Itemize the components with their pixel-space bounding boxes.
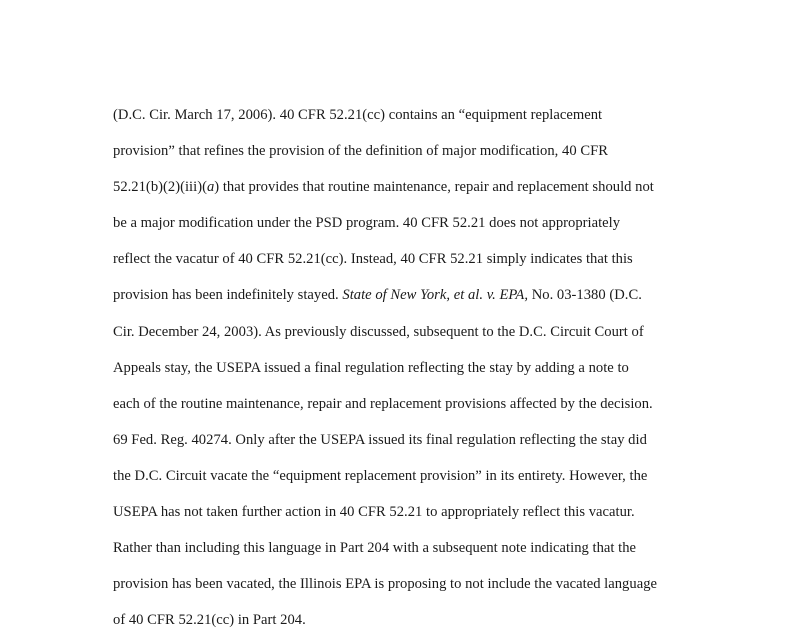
text-run: provision has been indefinitely stayed.	[113, 287, 343, 304]
text-line	[113, 102, 733, 138]
text-line	[113, 282, 733, 318]
text-run: reflect the vacatur of 40 CFR 52.21(cc). Instead, 40 CFR 52.21 simply indicates that this	[113, 251, 633, 268]
text-line	[113, 391, 733, 427]
text-line	[113, 319, 733, 355]
text-line	[113, 138, 733, 174]
text-run: (D.C. Cir. March 17, 2006). 40 CFR 52.21(cc) contains an “equipment replacement	[113, 107, 603, 123]
text-run: provision has been vacated, the Illinois EPA is proposing to not include the vacated language	[113, 576, 658, 593]
text-line	[113, 210, 733, 246]
text-run: Appeals stay, the USEPA issued a final regulation reflecting the stay by adding a note to	[113, 359, 629, 376]
text-line	[113, 355, 733, 391]
text-line	[113, 535, 733, 571]
text-run: each of the routine maintenance, repair and replacement provisions affected by the decision.	[113, 395, 653, 412]
text-line	[113, 499, 733, 535]
text-line	[113, 571, 733, 607]
body-text	[113, 102, 733, 643]
italic-citation: a	[206, 179, 215, 196]
text-line	[113, 174, 733, 210]
text-line	[113, 427, 733, 463]
text-run: No. 03-1380 (D.C.	[528, 287, 642, 304]
text-run: ) that provides that routine maintenance, repair and replacement should not	[214, 179, 654, 196]
text-run: be a major modification under the PSD program. 40 CFR 52.21 does not appropriately	[113, 215, 621, 232]
italic-citation: State of New York, et al. v. EPA,	[342, 287, 529, 304]
text-run: the D.C. Circuit vacate the “equipment replacement provision” in its entirety. However, the	[113, 467, 648, 484]
text-line	[113, 463, 733, 499]
text-run: 69 Fed. Reg. 40274. Only after the USEPA issued its final regulation reflecting the stay did	[113, 431, 647, 448]
text-run: of 40 CFR 52.21(cc) in Part 204.	[113, 612, 306, 629]
text-run: provision” that refines the provision of the definition of major modification, 40 CFR	[113, 143, 608, 160]
text-run: Rather than including this language in Part 204 with a subsequent note indicating that the	[113, 540, 637, 557]
text-line	[113, 607, 733, 643]
text-run: Cir. December 24, 2003). As previously discussed, subsequent to the D.C. Circuit Court of	[113, 323, 644, 340]
text-line	[113, 246, 733, 282]
text-run: 52.21(b)(2)(iii)(	[113, 179, 207, 196]
text-run: USEPA has not taken further action in 40 CFR 52.21 to appropriately reflect this vacatur.	[113, 504, 635, 521]
